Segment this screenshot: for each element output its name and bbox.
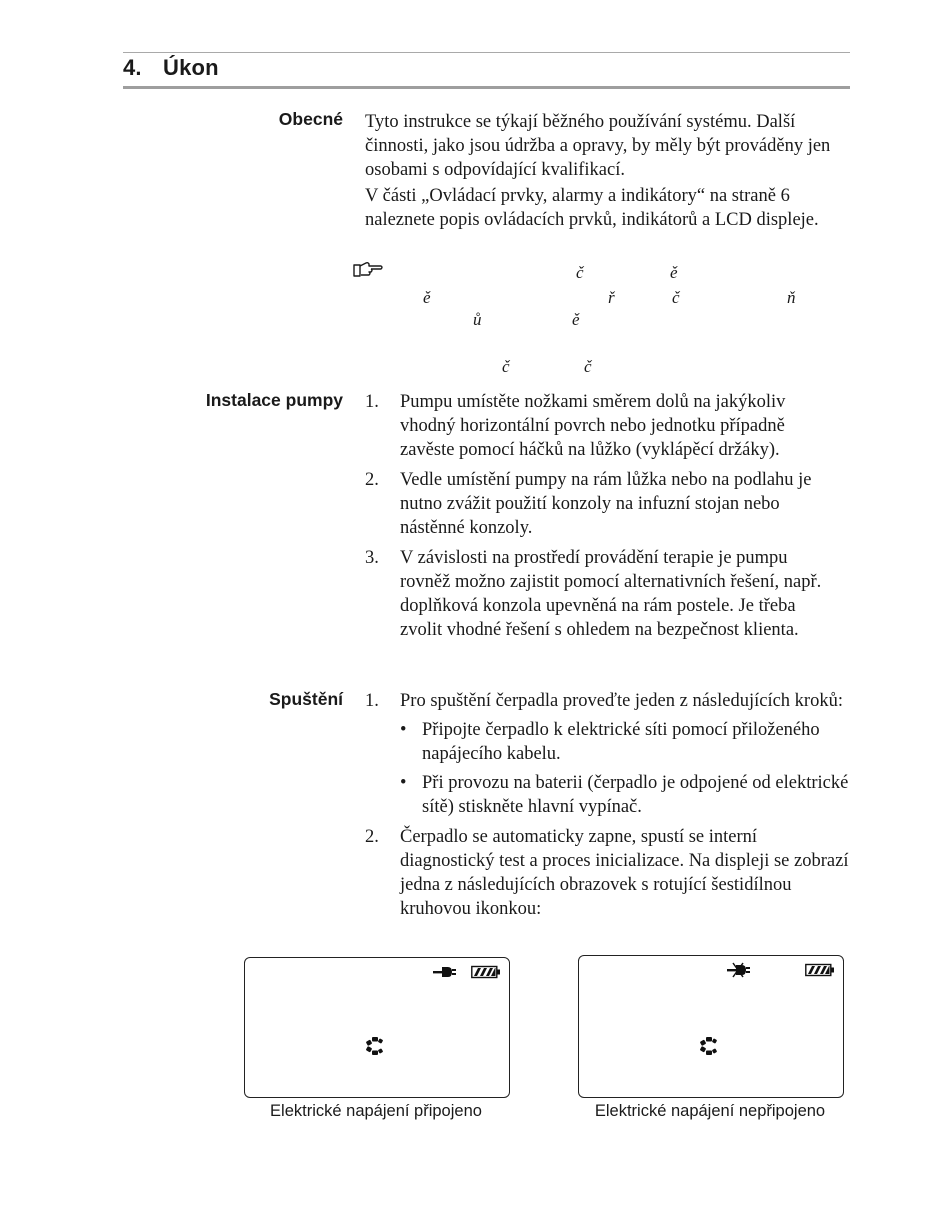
caption-connected: Elektrické napájení připojeno xyxy=(270,1102,482,1120)
battery-full-icon xyxy=(805,963,835,977)
general-paragraph-2: V části „Ovládací prvky, alarmy a indikátory“ na straně 6 naleznete popis ovládacích prvků, indikátorů a LCD displeje. xyxy=(365,186,819,230)
chapter-title xyxy=(123,55,219,81)
note-glyph: č xyxy=(672,288,680,307)
section-label-general: Obecné xyxy=(278,109,343,129)
step-text: Vedle umístění pumpy na rám lůžka nebo na podlahu je nutno zvážit použití konzoly na infuzní stojan nebo nástěnné konzoly. xyxy=(400,470,812,538)
note-glyph: č xyxy=(576,263,584,282)
list-item xyxy=(365,689,850,819)
startup-bullets xyxy=(400,718,850,819)
install-steps xyxy=(365,390,825,648)
note-glyph: ů xyxy=(473,310,482,329)
battery-full-icon xyxy=(471,965,501,979)
step-number: 1. xyxy=(365,691,379,711)
step-number: 2. xyxy=(365,827,379,847)
bullet-item: • Při provozu na baterii (čerpadlo je odpojené od elektrické sítě) stiskněte hlavní vypínač. xyxy=(400,771,850,819)
section-label-startup: Spuštění xyxy=(269,689,343,709)
note-glyph: č xyxy=(584,357,592,376)
note-glyph: ň xyxy=(787,288,796,307)
note-glyph: č xyxy=(502,357,510,376)
step-number: 1. xyxy=(365,392,379,412)
section-label-install: Instalace pumpy xyxy=(205,390,343,410)
step-number: 3. xyxy=(365,548,379,568)
pointing-hand-icon xyxy=(352,259,384,279)
step-text: V závislosti na prostředí provádění terapie je pumpu rovněž možno zajistit pomocí alternativních řešení, např. doplňková konzola upevněná na rám postele. Je třeba zvolit vhodné řešení s ohledem na bezpečnost klienta. xyxy=(400,548,822,640)
note-glyph: ě xyxy=(423,288,431,307)
plug-connected-icon xyxy=(433,965,457,979)
startup-steps xyxy=(365,689,850,927)
lcd-screen-disconnected xyxy=(578,955,844,1098)
step-text: Pro spuštění čerpadla proveďte jeden z následujících kroků: xyxy=(400,691,843,711)
list-item xyxy=(365,390,825,462)
list-item xyxy=(365,468,825,540)
list-item xyxy=(365,825,850,921)
caption-disconnected: Elektrické napájení nepřipojeno xyxy=(594,1102,826,1120)
general-paragraph-1: Tyto instrukce se týkají běžného používání systému. Další činnosti, jako jsou údržba a opravy, by měly být prováděny jen osobami s odpovídající kvalifikací. xyxy=(365,112,831,180)
lcd-screen-connected xyxy=(244,957,510,1098)
header-bottom-rule xyxy=(123,86,850,89)
bullet-item: • Připojte čerpadlo k elektrické síti pomocí přiloženého napájecího kabelu. xyxy=(400,718,850,766)
header-top-rule xyxy=(123,52,850,53)
note-glyph: ř xyxy=(608,288,615,307)
step-text: Čerpadlo se automaticky zapne, spustí se interní diagnostický test a proces inicializace. Na displeji se zobrazí jedna z následujících obrazovek s rotující šestidílnou kruhovou ikonkou: xyxy=(400,827,849,919)
step-number: 2. xyxy=(365,470,379,490)
spinner-icon xyxy=(699,1036,719,1056)
plug-disconnected-icon xyxy=(727,962,753,978)
note-glyph: ě xyxy=(670,263,678,282)
list-item xyxy=(365,546,825,642)
step-text: Pumpu umístěte nožkami směrem dolů na jakýkoliv vhodný horizontální povrch nebo jednotku případně zavěste pomocí háčků na lůžko (vyklápěcí držáky). xyxy=(400,392,786,460)
chapter-number: 4. xyxy=(123,55,142,80)
note-glyph: ě xyxy=(572,310,580,329)
spinner-icon xyxy=(365,1036,385,1056)
chapter-title-text: Úkon xyxy=(163,55,219,80)
